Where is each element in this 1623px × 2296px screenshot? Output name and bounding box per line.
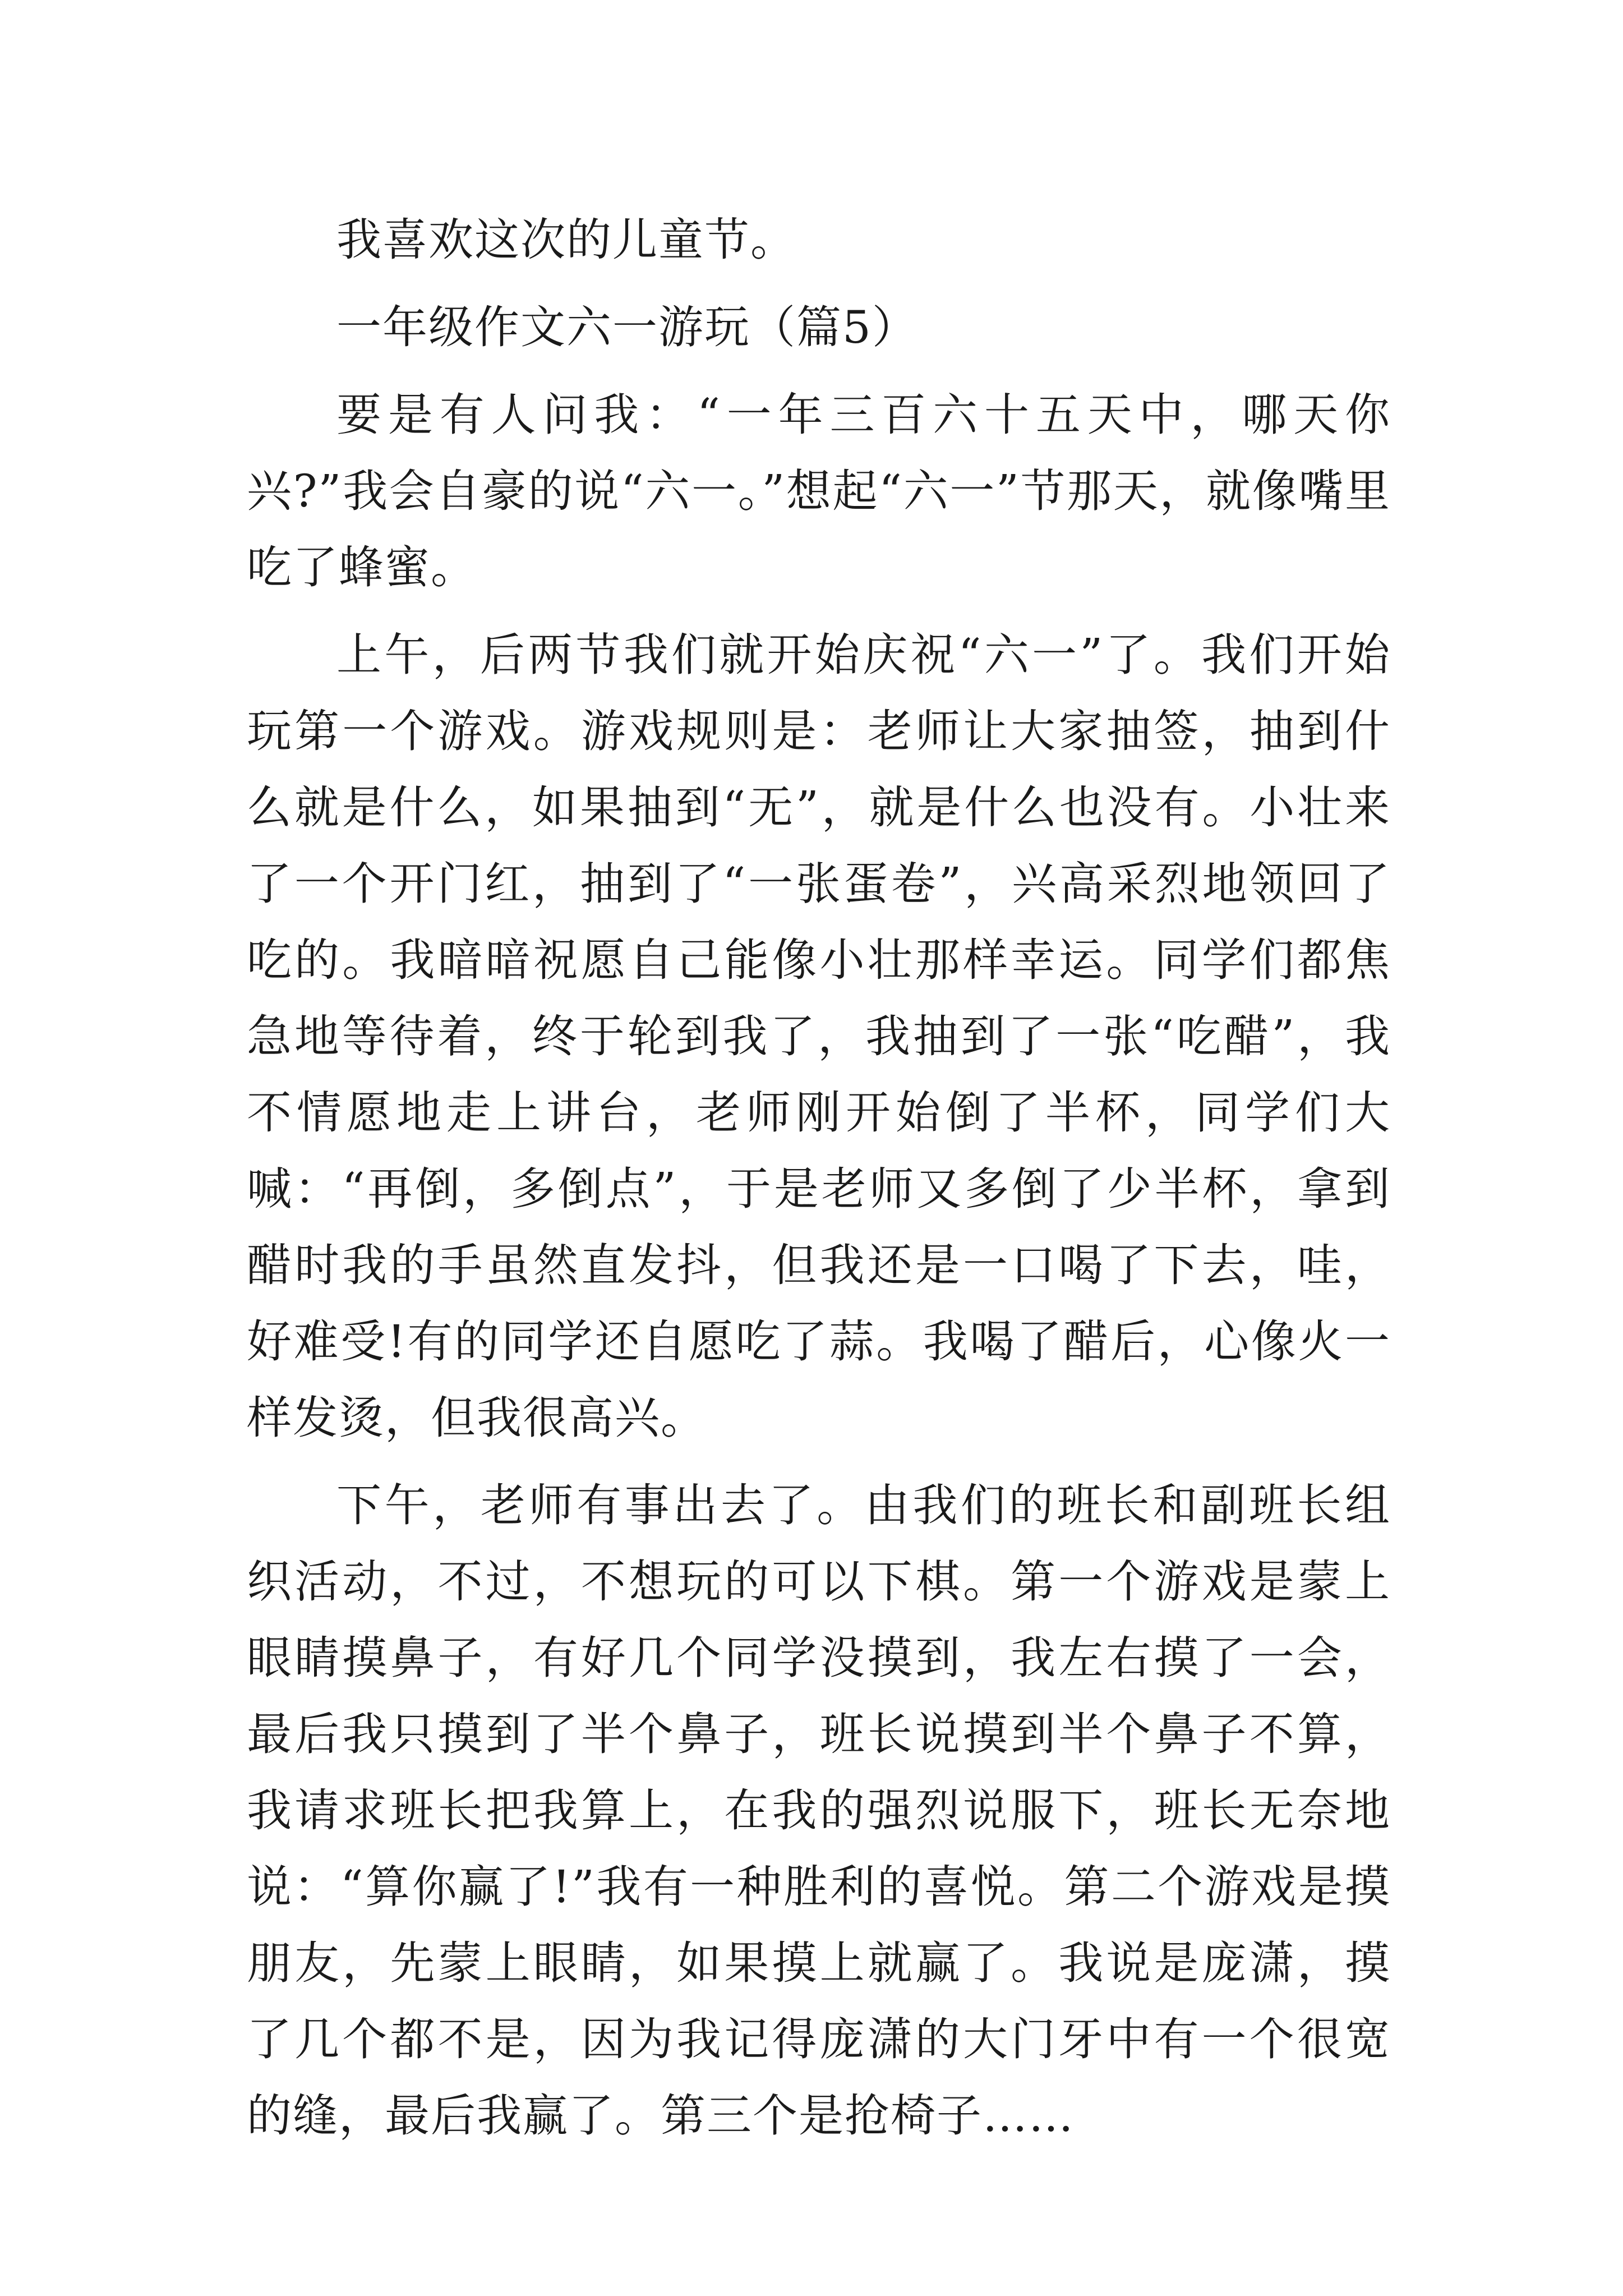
paragraph-morning: 上午，后两节我们就开始庆祝“六一”了。我们开始玩第一个游戏。游戏规则是：老师让大家抽签，抽到什么就是什么，如果抽到“无”，就是什么也没有。小壮来了一个开门红，抽到了“一张蛋卷”，兴高采烈地领回了吃的。我暗暗祝愿自己能像小壮那样幸运。同学们都焦急地等待着，终于轮到我了，我抽到了一张“吃醋”，我不情愿地走上讲台，老师刚开始倒了半杯，同学们大喊：“再倒，多倒点”，于是老师又多倒了少半杯，拿到醋时我的手虽然直发抖，但我还是一口喝了下去，哇，好难受!有的同学还自愿吃了蒜。我喝了醋后，心像火一样发烫，但我很高兴。	[247, 629, 1391, 1444]
section-heading: 一年级作文六一游玩（篇5）	[336, 301, 918, 353]
paragraph-closing-sentence: 我喜欢这次的儿童节。	[336, 214, 796, 266]
paragraph-intro: 要是有人问我：“一年三百六十五天中，哪天你兴?”我会自豪的说“六一。”想起“六一”节那天，就像嘴里吃了蜂蜜。	[247, 389, 1391, 593]
document-body	[247, 202, 1391, 2154]
paragraph-afternoon: 下午，老师有事出去了。由我们的班长和副班长组织活动，不过，不想玩的可以下棋。第一个游戏是蒙上眼睛摸鼻子，有好几个同学没摸到，我左右摸了一会，最后我只摸到了半个鼻子，班长说摸到半个鼻子不算，我请求班长把我算上，在我的强烈说服下，班长无奈地说：“算你赢了!”我有一种胜利的喜悦。第二个游戏是摸朋友，先蒙上眼睛，如果摸上就赢了。我说是庞潇，摸了几个都不是，因为我记得庞潇的大门牙中有一个很宽的缝，最后我赢了。第三个是抢椅子……	[247, 1479, 1391, 2142]
